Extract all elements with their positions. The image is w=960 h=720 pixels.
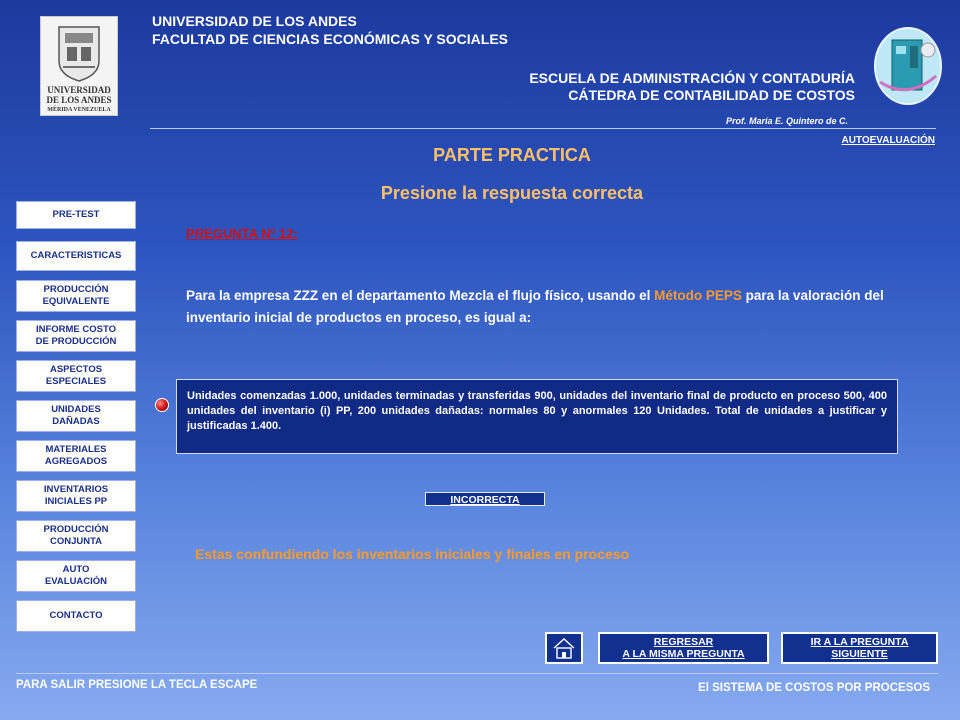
sidebar-item-label: EQUIVALENTE: [42, 296, 110, 307]
sidebar-item-label: CARACTERISTICAS: [30, 250, 122, 261]
sidebar-item-label: CONTACTO: [49, 610, 103, 621]
button-label: SIGUIENTE: [831, 648, 888, 660]
question-text: [186, 285, 896, 329]
university-name: UNIVERSIDAD DE LOS ANDES: [152, 13, 357, 29]
sidebar-item-label: INVENTARIOS: [43, 484, 109, 495]
button-label: IR A LA PREGUNTA: [810, 636, 909, 648]
exit-hint: PARA SALIR PRESIONE LA TECLA ESCAPE: [16, 679, 258, 691]
sidebar-item-autoevaluacion[interactable]: [16, 560, 136, 592]
page-title: PARTE PRACTICA: [433, 145, 591, 165]
sidebar-item-materiales-agregados[interactable]: [16, 440, 136, 472]
sidebar-item-label: ESPECIALES: [45, 376, 107, 387]
question-highlight: Método PEPS: [654, 288, 742, 303]
sidebar-item-label: PRE-TEST: [52, 209, 100, 220]
logo-text: MÉRIDA VENEZUELA: [47, 107, 111, 113]
sidebar-item-unidades-danadas[interactable]: [16, 400, 136, 432]
sidebar-item-label: AGREGADOS: [44, 456, 108, 467]
sidebar-item-label: AUTO: [62, 564, 90, 575]
next-question-button[interactable]: [781, 632, 938, 664]
professor-name: Prof. María E. Quintero de C.: [725, 116, 848, 126]
sidebar-item-produccion-equivalente[interactable]: [16, 280, 136, 312]
header-divider: [150, 128, 936, 129]
school-name: ESCUELA DE ADMINISTRACIÓN Y CONTADURÍA: [529, 70, 855, 86]
sidebar-item-label: ASPECTOS: [49, 364, 103, 375]
sidebar-item-pre-test[interactable]: [16, 201, 136, 229]
sidebar-item-label: PRODUCCIÓN: [43, 524, 109, 535]
sidebar-item-contacto[interactable]: [16, 600, 136, 632]
logo-text: DE LOS ANDES: [46, 95, 112, 105]
home-button[interactable]: [545, 632, 583, 664]
sidebar-item-label: INFORME COSTO: [35, 324, 117, 335]
sidebar-item-label: INICIALES PP: [44, 496, 108, 507]
university-logo: [40, 16, 118, 116]
result-badge: INCORRECTA: [425, 492, 545, 506]
sidebar-item-aspectos-especiales[interactable]: [16, 360, 136, 392]
faculty-name: FACULTAD DE CIENCIAS ECONÓMICAS Y SOCIALES: [152, 31, 508, 47]
home-icon: [547, 634, 581, 662]
question-number: PREGUNTA Nº 12:: [186, 226, 298, 241]
sidebar-item-caracteristicas[interactable]: [16, 241, 136, 271]
page-subtitle: Presione la respuesta correcta: [380, 183, 644, 203]
sidebar-item-label: MATERIALES: [45, 444, 107, 455]
chair-name: CÁTEDRA DE CONTABILIDAD DE COSTOS: [568, 87, 855, 103]
sidebar-item-inventarios-iniciales[interactable]: [16, 480, 136, 512]
button-label: A LA MISMA PREGUNTA: [622, 648, 745, 660]
globe-icon: [872, 20, 944, 106]
sidebar-item-label: CONJUNTA: [49, 536, 103, 547]
sidebar-item-informe-costo[interactable]: [16, 320, 136, 352]
logo-text: UNIVERSIDAD: [47, 85, 111, 95]
question-text-part: Para la empresa ZZZ en el departamento Mezcla el flujo físico, usando el: [186, 288, 655, 303]
question-text-part: para la valoración del inventario inicial de productos en proceso, es igual a:: [186, 288, 884, 325]
back-same-question-button[interactable]: [598, 632, 769, 664]
button-label: REGRESAR: [653, 636, 714, 648]
section-label: AUTOEVALUACIÓN: [841, 135, 935, 146]
sidebar-item-label: EVALUACIÓN: [44, 576, 108, 587]
system-name: El SISTEMA DE COSTOS POR PROCESOS: [698, 682, 930, 694]
sidebar-item-label: UNIDADES: [51, 404, 101, 415]
sidebar-item-label: DAÑADAS: [52, 416, 100, 427]
feedback-text: Estas confundiendo los inventarios iniciales y finales en proceso: [195, 546, 630, 562]
sidebar-item-produccion-conjunta[interactable]: [16, 520, 136, 552]
sidebar-item-label: DE PRODUCCIÓN: [35, 336, 117, 347]
answer-bullet-icon: [155, 398, 169, 412]
sidebar-item-label: PRODUCCIÓN: [43, 284, 109, 295]
answer-option[interactable]: Unidades comenzadas 1.000, unidades terminadas y transferidas 900, unidades del inventario final de producto en proceso 500, 400 unidades del inventario (i) PP, 200 unidades dañadas: normales 80 y anormales 120 Unidades. Total de unidades a justificar y justificadas 1.400.: [176, 379, 898, 454]
footer-divider: [16, 673, 938, 674]
